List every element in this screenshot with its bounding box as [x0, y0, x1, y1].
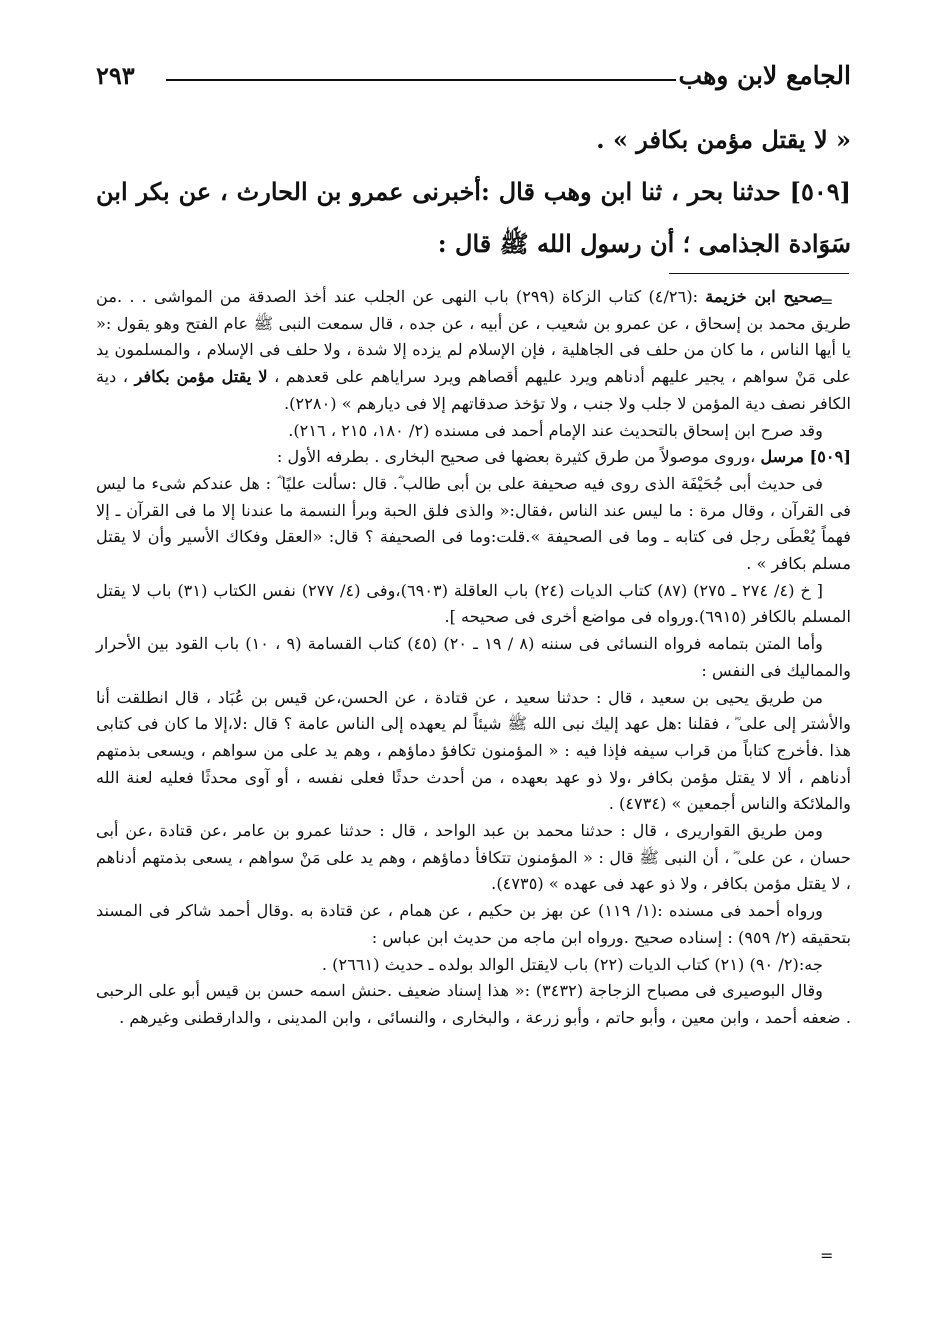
footnotes: [96, 284, 851, 1032]
footnote-paragraph: ورواه أحمد فى مسنده :(١/ ١١٩) عن بهز بن حكيم ، عن همام ، عن قتادة به .وقال أحمد شاكر فى المسند بتحقيقه (٢/ ٩٥٩) : إسناده صحيح .ورواه ابن ماجه من حديث ابن عباس :: [96, 901, 851, 947]
footnote-paragraph: وقد صرح ابن إسحاق بالتحديث عند الإمام أحمد فى مسنده (٢/ ١٨٠، ٢١٥ ، ٢١٦).: [288, 420, 823, 440]
header-rule: [166, 79, 676, 81]
book-title: الجامع لابن وهب: [678, 61, 851, 90]
footnote-paragraph: وقال البوصيرى فى مصباح الزجاجة (٣٤٣٢) :« هذا إسناد ضعيف .حنش اسمه حسن بن قيس أبو على الرحبى . ضعفه أحمد ، وابن معين ، وأبو حاتم ، وأبو زرعة ، والبخارى ، والنسائى ، وابن المدينى ، والدارقطنى وغيرهم .: [96, 981, 851, 1027]
running-header: [96, 58, 851, 98]
footnote-paragraph: من طريق يحيى بن سعيد ، قال : حدثنا سعيد ، عن قتادة ، عن الحسن،عن قيس بن عُبَاد ، قال انطلقت أنا والأشتر إلى على ؓ ، فقلنا :هل عهد إليك نبى الله ﷺ شيئاً لم يعهده إلى الناس عامة ؟ قال :لا،إلا ما كان فى كتابى هذا .فأخرج كتاباً من قراب سيفه فإذا فيه : « المؤمنون تكافؤ دماؤهم ، وهم يد على من سواهم ، ويسعى بذمتهم أدناهم ، ألا لا يقتل مؤمن بكافر ،ولا ذو عهد بعهده ، من أحدث حدثًا فعلى نفسه ، أو آوى محدثًا فعليه لعنة الله والملائكة والناس أجمعين » (٤٧٣٤) .: [96, 687, 851, 814]
footnote-paragraph: جه:(٢/ ٩٠) (٢١) كتاب الديات (٢٢) باب لايقتل الوالد بولده ـ حديث (٢٦٦١) .: [321, 954, 823, 974]
footnote-paragraph: [٥٠٩] مرسل ،وروى موصولاً من طرق كثيرة بعضها فى صحيح البخارى . بطرفه الأول :: [276, 447, 851, 467]
continuation-marker-top: =: [820, 292, 834, 311]
hadith-509-isnad: [٥٠٩] حدثنا بحر ، ثنا ابن وهب قال :أخبرنى عمرو بن الحارث ، عن بكر ابن سَوَادة الجذامى ؛ أن رسول الله ﷺ قال :: [96, 177, 851, 258]
main-text: [96, 114, 851, 270]
footnote-paragraph: وأما المتن بتمامه فرواه النسائى فى سننه (٨ / ١٩ ـ ٢٠) (٤٥) كتاب القسامة (٩ ، ١٠) باب القود بين الأحرار والمماليك فى النفس :: [96, 634, 851, 680]
footnote-separator: [669, 273, 849, 274]
footnote-paragraph: [ خ (٤/ ٢٧٤ ـ ٢٧٥) (٨٧) كتاب الديات (٢٤) باب العاقلة (٦٩٠٣)،وفى (٤/ ٢٧٧) نفس الكتاب (٣١) باب لا يقتل المسلم بالكافر (٦٩١٥).ورواه فى مواضع أخرى فى صحيحه ].: [96, 580, 851, 627]
continuation-marker-bottom: =: [820, 1246, 834, 1265]
hadith-quote: « لا يقتل مؤمن بكافر » .: [596, 125, 851, 154]
footnote-paragraph: فى حديث أبى جُحَيْفَة الذى روى فيه صحيفة على بن أبى طالب ؓ. قال :سألت عليًا ؓ : هل عندكم شىء ما ليس فى القرآن ، وقال مرة : ما ليس عند الناس ،فقال:« والذى فلق الحبة وبرأ النسمة ما عندنا إلا ما فى القرآن ـ إلا فهماً يُعْطَى رجل فى كتابه ـ وما فى الصحيفة ».قلت:وما فى الصحيفة ؟ قال: «العقل وفكاك الأسير وأن لا يقتل مسلم بكافر » .: [96, 473, 851, 574]
footnote-paragraph: ومن طريق القواريرى ، قال : حدثنا محمد بن عبد الواحد ، قال : حدثنا عمرو بن عامر ،عن قتادة ،عن أبى حسان ، عن على ؓ ، أن النبى ﷺ قال : « المؤمنون تتكافأ دماؤهم ، وهم يد على مَنْ سواهم ، يسعى بذمتهم أدناهم ، لا يقتل مؤمن بكافر ، ولا ذو عهد فى عهده » (٤٧٣٥).: [96, 821, 851, 894]
page-number: ٢٩٣: [96, 61, 135, 90]
footnote-paragraph: صحيح ابن خزيمة :(٤/٢٦) كتاب الزكاة (٢٩٩) باب النهى عن الجلب عند أخذ الصدقة من المواشى . . .من طريق محمد بن إسحاق ، عن عمرو بن شعيب ، عن أبيه ، عن جده ، قال سمعت النبى ﷺ عام الفتح وهو يقول :« يا أيها الناس ، ما كان من حلف فى الجاهلية ، فإن الإسلام لم يزده إلا شدة ، ولا حلف فى الإسلام ، والمسلمون يد على مَنْ سواهم ، يجير عليهم أدناهم ويرد عليهم أقصاهم ويرد سراياهم على قعدهم ، لا يقتل مؤمن بكافر ، دية الكافر نصف دية المؤمن لا جلب ولا جنب ، ولا تؤخذ صدقاتهم إلا فى ديارهم » (٢٢٨٠).: [96, 287, 851, 413]
